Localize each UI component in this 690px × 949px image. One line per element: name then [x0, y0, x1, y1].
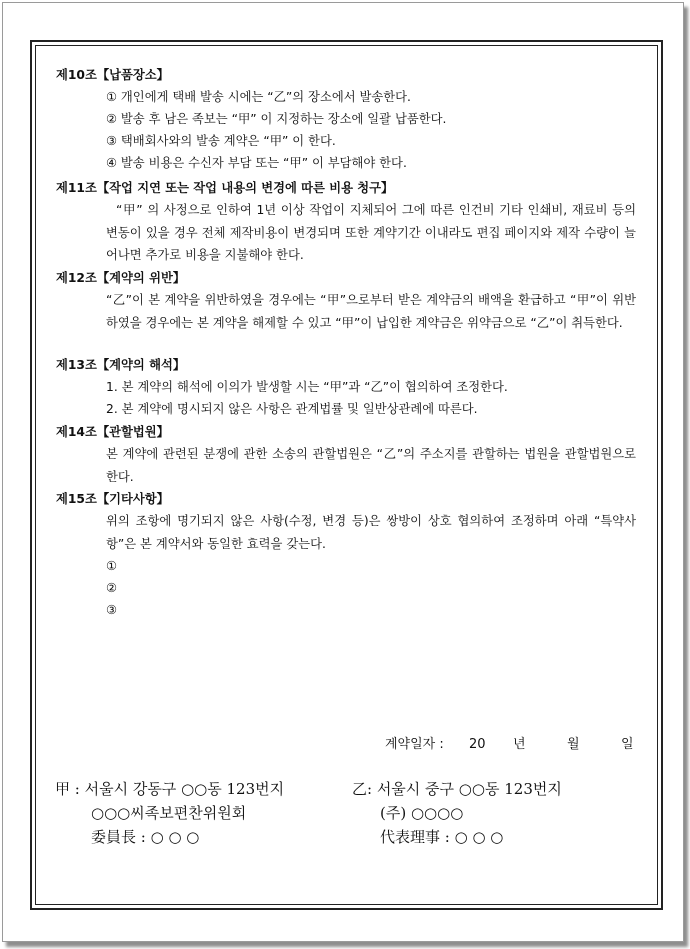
party-a-address: 甲 : 서울시 강동구 ○○동 123번지: [55, 780, 285, 798]
article-15: [56, 488, 646, 621]
contract-date-year-unit: 년: [513, 737, 526, 752]
article-paragraph: 본 계약에 관련된 분쟁에 관한 소송의 관할법원은 “乙”의 주소지를 관할하는 법원을 관할법원으로 한다.: [106, 447, 636, 484]
party-b-name: (주) ○○○○: [380, 804, 464, 822]
article-paragraph: “甲” 의 사정으로 인하여 1년 이상 작업이 지체되어 그에 따른 인건비 기타 인쇄비, 재료비 등의 변동이 있을 경우 전체 제작비용이 변경되며 또한 계약기간 이내라도 편집 페이지와 제작 수량이 늘어나면 추가로 비용을 지불해야 한다.: [106, 203, 636, 262]
party-a-name: ○○○씨족보편찬위원회: [91, 804, 247, 822]
article-paragraph: “乙”이 본 계약을 위반하였을 경우에는 “甲”으로부터 받은 계약금의 배액을 환급하고 “甲”이 위반하였을 경우에는 본 계약을 해제할 수 있고 “甲”이 납입한 계약금은 위약금으로 “乙”이 취득한다.: [106, 293, 636, 330]
article-10: [56, 64, 646, 174]
article-paragraph: 위의 조항에 명기되지 않은 사항(수정, 변경 등)은 쌍방이 상호 협의하여 조정하며 아래 “특약사항”은 본 계약서와 동일한 효력을 갖는다.: [106, 514, 636, 551]
party-b-representative: 代表理事 : ○ ○ ○: [380, 828, 504, 846]
article-heading: 제10조【납품장소】: [56, 68, 169, 82]
special-clause-item: ①: [106, 559, 118, 573]
party-b-address: 乙: 서울시 중구 ○○동 123번지: [352, 780, 562, 798]
article-item: ② 발송 후 남은 족보는 “甲” 이 지정하는 장소에 일괄 납품한다.: [106, 112, 447, 126]
article-13: [56, 354, 646, 420]
article-11: [56, 177, 646, 267]
article-item: 2. 본 계약에 명시되지 않은 사항은 관계법률 및 일반상관례에 따른다.: [106, 402, 478, 416]
article-heading: 제12조【계약의 위반】: [56, 271, 186, 285]
contract-date-month-unit: 월: [567, 737, 580, 752]
article-heading: 제11조【작업 지연 또는 작업 내용의 변경에 따른 비용 청구】: [56, 181, 394, 195]
article-12: [56, 267, 646, 334]
party-a-representative: 委員長 : ○ ○ ○: [91, 828, 200, 846]
article-heading: 제14조【관할법원】: [56, 425, 169, 439]
party-b-block: [352, 777, 562, 849]
article-item: ③ 택배회사와의 발송 계약은 “甲” 이 한다.: [106, 134, 336, 148]
article-item: ① 개인에게 택배 발송 시에는 “乙”의 장소에서 발송한다.: [106, 90, 411, 104]
article-heading: 제13조【계약의 해석】: [56, 358, 186, 372]
article-item: 1. 본 계약의 해석에 이의가 발생할 시는 “甲”과 “乙”이 협의하여 조정한다.: [106, 380, 508, 394]
contract-date-day-unit: 일: [621, 737, 634, 752]
special-clause-item: ②: [106, 581, 118, 595]
special-clause-item: ③: [106, 603, 118, 617]
contract-date-label: 계약일자 :: [385, 737, 444, 752]
contract-date-year: 20: [469, 737, 486, 752]
article-14: [56, 421, 646, 488]
article-item: ④ 발송 비용은 수신자 부담 또는 “甲” 이 부담해야 한다.: [106, 156, 407, 170]
party-a-block: [55, 777, 284, 849]
article-heading: 제15조【기타사항】: [56, 492, 169, 506]
